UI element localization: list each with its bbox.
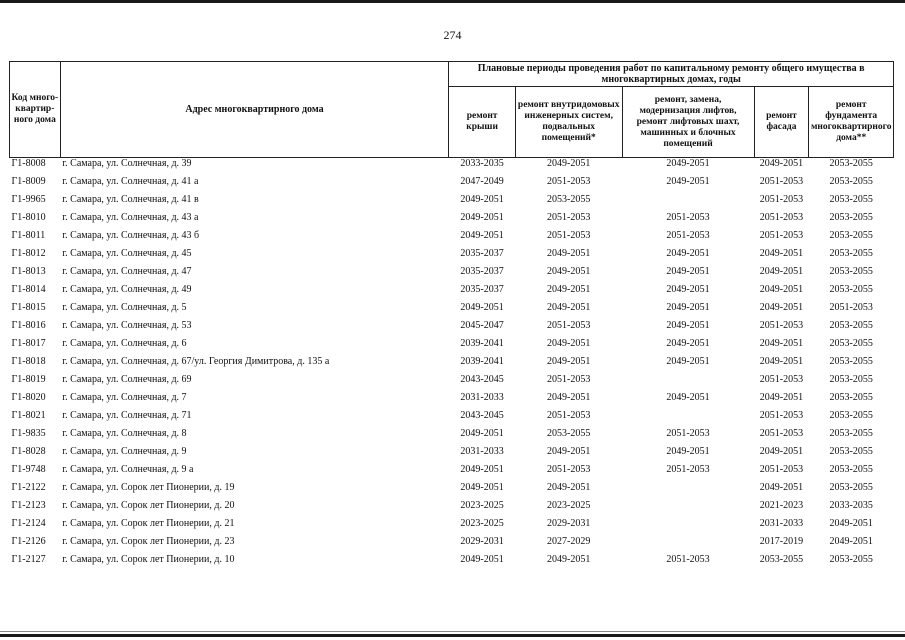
house-code-cell: Г1-8020 (11, 392, 46, 403)
systems-period-cell: 2023-2025 (547, 500, 591, 511)
lifts-period-cell (622, 500, 754, 518)
systems-period-cell: 2049-2051 (547, 266, 591, 277)
table-row (10, 410, 894, 428)
roof-period-cell: 2049-2051 (460, 302, 504, 313)
header-address: Адрес многоквартирного дома (60, 62, 449, 158)
table-row (10, 194, 894, 212)
table-row (10, 284, 894, 302)
header-lifts-repair: ремонт, замена, модернизация лифтов, ремонт лифтовых шахт, машинных и блочных помещений (622, 87, 754, 158)
roof-period-cell: 2033-2035 (449, 158, 516, 177)
address-cell: г. Самара, ул. Солнечная, д. 71 (62, 410, 192, 421)
roof-period-cell: 2049-2051 (460, 482, 504, 493)
lifts-period-cell: 2049-2051 (666, 356, 710, 367)
lifts-period-cell: 2049-2051 (666, 320, 710, 331)
facade-period-cell: 2051-2053 (759, 230, 804, 241)
header-engineering-systems-repair: ремонт внутридомовых инженерных систем, подвальных помещений* (515, 87, 622, 158)
foundation-period-cell: 2053-2055 (829, 176, 873, 187)
page-number: 274 (443, 28, 462, 42)
systems-period-cell: 2051-2053 (547, 176, 591, 187)
facade-period-cell: 2051-2053 (759, 464, 804, 475)
address-cell: г. Самара, ул. Солнечная, д. 45 (62, 248, 192, 259)
lifts-period-cell: 2049-2051 (622, 158, 754, 177)
address-cell: г. Самара, ул. Сорок лет Пионерии, д. 19 (62, 482, 235, 493)
address-cell: г. Самара, ул. Солнечная, д. 39 (60, 158, 449, 177)
facade-period-cell: 2051-2053 (759, 428, 804, 439)
lifts-period-cell (622, 518, 754, 536)
house-code-cell: Г1-2122 (11, 482, 46, 493)
lifts-period-cell (622, 194, 754, 212)
systems-period-cell: 2051-2053 (547, 212, 591, 223)
facade-period-cell: 2021-2023 (759, 500, 804, 511)
table-row (10, 500, 894, 518)
facade-period-cell: 2053-2055 (759, 554, 804, 565)
facade-period-cell: 2049-2051 (759, 482, 804, 493)
facade-period-cell: 2049-2051 (759, 248, 804, 259)
address-cell: г. Самара, ул. Солнечная, д. 41 в (62, 194, 199, 205)
table-row (10, 212, 894, 230)
facade-period-cell: 2051-2053 (759, 374, 804, 385)
table-row (10, 320, 894, 338)
address-cell: г. Самара, ул. Сорок лет Пионерии, д. 20 (62, 500, 235, 511)
systems-period-cell: 2029-2031 (547, 518, 591, 529)
table-row (10, 230, 894, 248)
house-code-cell: Г1-8011 (11, 230, 46, 241)
house-code-cell: Г1-8028 (11, 446, 46, 457)
roof-period-cell: 2035-2037 (460, 248, 504, 259)
facade-period-cell: 2017-2019 (759, 536, 804, 547)
systems-period-cell: 2049-2051 (547, 392, 591, 403)
lifts-period-cell (622, 482, 754, 500)
systems-period-cell: 2049-2051 (547, 446, 591, 457)
house-code-cell: Г1-9835 (11, 428, 46, 439)
roof-period-cell: 2045-2047 (460, 320, 504, 331)
foundation-period-cell: 2049-2051 (829, 536, 873, 547)
address-cell: г. Самара, ул. Солнечная, д. 47 (62, 266, 192, 277)
systems-period-cell: 2049-2051 (515, 158, 622, 177)
foundation-period-cell: 2053-2055 (829, 320, 873, 331)
foundation-period-cell: 2053-2055 (829, 446, 873, 457)
address-cell: г. Самара, ул. Солнечная, д. 9 а (62, 464, 194, 475)
table-row (10, 518, 894, 536)
facade-period-cell: 2051-2053 (759, 176, 804, 187)
lifts-period-cell: 2049-2051 (666, 266, 710, 277)
house-code-cell: Г1-2126 (11, 536, 46, 547)
house-code-cell: Г1-8015 (11, 302, 46, 313)
table-row (10, 446, 894, 464)
table-row (10, 158, 894, 177)
roof-period-cell: 2023-2025 (460, 518, 504, 529)
table-row (10, 482, 894, 500)
foundation-period-cell: 2053-2055 (829, 266, 873, 277)
house-code-cell: Г1-8017 (11, 338, 46, 349)
header-code: Код много-квартир-ного дома (10, 62, 61, 158)
lifts-period-cell: 2049-2051 (666, 392, 710, 403)
lifts-period-cell: 2051-2053 (666, 212, 710, 223)
foundation-period-cell: 2053-2055 (829, 356, 873, 367)
table-row (10, 464, 894, 482)
roof-period-cell: 2039-2041 (460, 356, 504, 367)
facade-period-cell: 2049-2051 (759, 284, 804, 295)
address-cell: г. Самара, ул. Сорок лет Пионерии, д. 23 (62, 536, 235, 547)
roof-period-cell: 2031-2033 (460, 446, 504, 457)
roof-period-cell: 2049-2051 (460, 212, 504, 223)
house-code-cell: Г1-9748 (11, 464, 46, 475)
top-border-line (0, 0, 905, 3)
systems-period-cell: 2051-2053 (547, 320, 591, 331)
table-row (10, 554, 894, 572)
systems-period-cell: 2027-2029 (547, 536, 591, 547)
house-code-cell: Г1-8019 (11, 374, 46, 385)
systems-period-cell: 2049-2051 (547, 302, 591, 313)
roof-period-cell: 2043-2045 (460, 374, 504, 385)
address-cell: г. Самара, ул. Солнечная, д. 67/ул. Георгия Димитрова, д. 135 а (62, 356, 330, 367)
house-code-cell: Г1-8008 (10, 158, 61, 177)
roof-period-cell: 2035-2037 (460, 284, 504, 295)
address-cell: г. Самара, ул. Солнечная, д. 9 (62, 446, 187, 457)
address-cell: г. Самара, ул. Солнечная, д. 43 а (62, 212, 199, 223)
address-cell: г. Самара, ул. Солнечная, д. 43 б (62, 230, 200, 241)
address-cell: г. Самара, ул. Солнечная, д. 7 (62, 392, 187, 403)
address-cell: г. Самара, ул. Солнечная, д. 8 (62, 428, 187, 439)
bottom-border-thin (0, 631, 905, 632)
facade-period-cell: 2049-2051 (754, 158, 809, 177)
table-row (10, 428, 894, 446)
house-code-cell: Г1-8010 (11, 212, 46, 223)
house-code-cell: Г1-8014 (11, 284, 46, 295)
foundation-period-cell: 2033-2035 (829, 500, 873, 511)
house-code-cell: Г1-8012 (11, 248, 46, 259)
lifts-period-cell (622, 536, 754, 554)
foundation-period-cell: 2053-2055 (829, 374, 873, 385)
facade-period-cell: 2051-2053 (759, 194, 804, 205)
header-roof-repair: ремонт крыши (449, 87, 516, 158)
lifts-period-cell: 2049-2051 (666, 248, 710, 259)
lifts-period-cell: 2049-2051 (666, 338, 710, 349)
roof-period-cell: 2049-2051 (460, 464, 504, 475)
foundation-period-cell: 2053-2055 (809, 158, 894, 177)
address-cell: г. Самара, ул. Солнечная, д. 49 (62, 284, 192, 295)
systems-period-cell: 2051-2053 (547, 374, 591, 385)
address-cell: г. Самара, ул. Солнечная, д. 41 а (62, 176, 199, 187)
foundation-period-cell: 2051-2053 (829, 302, 873, 313)
facade-period-cell: 2049-2051 (759, 446, 804, 457)
house-code-cell: Г1-8018 (11, 356, 46, 367)
house-code-cell: Г1-8021 (11, 410, 46, 421)
facade-period-cell: 2051-2053 (759, 410, 804, 421)
house-code-cell: Г1-8013 (11, 266, 46, 277)
lifts-period-cell: 2049-2051 (666, 302, 710, 313)
foundation-period-cell: 2053-2055 (829, 428, 873, 439)
facade-period-cell: 2049-2051 (759, 392, 804, 403)
address-cell: г. Самара, ул. Солнечная, д. 6 (62, 338, 187, 349)
house-code-cell: Г1-2124 (11, 518, 46, 529)
foundation-period-cell: 2053-2055 (829, 248, 873, 259)
lifts-period-cell: 2051-2053 (666, 230, 710, 241)
systems-period-cell: 2049-2051 (547, 482, 591, 493)
facade-period-cell: 2051-2053 (759, 320, 804, 331)
systems-period-cell: 2049-2051 (547, 248, 591, 259)
header-work-periods-group: Плановые периоды проведения работ по капитальному ремонту общего имущества в многоквартирных домах, годы (449, 62, 894, 87)
address-cell: г. Самара, ул. Солнечная, д. 5 (62, 302, 187, 313)
systems-period-cell: 2049-2051 (547, 284, 591, 295)
systems-period-cell: 2049-2051 (547, 338, 591, 349)
lifts-period-cell (622, 410, 754, 428)
facade-period-cell: 2051-2053 (759, 212, 804, 223)
address-cell: г. Самара, ул. Солнечная, д. 69 (62, 374, 192, 385)
foundation-period-cell: 2053-2055 (829, 392, 873, 403)
facade-period-cell: 2049-2051 (759, 338, 804, 349)
lifts-period-cell: 2051-2053 (666, 428, 710, 439)
address-cell: г. Самара, ул. Сорок лет Пионерии, д. 10 (62, 554, 235, 565)
roof-period-cell: 2039-2041 (460, 338, 504, 349)
capital-repair-table (9, 61, 894, 572)
systems-period-cell: 2053-2055 (547, 428, 591, 439)
bottom-border-line (0, 634, 905, 637)
lifts-period-cell: 2049-2051 (666, 284, 710, 295)
header-foundation-repair: ремонт фундамента многоквартирного дома** (809, 87, 894, 158)
table-row (10, 338, 894, 356)
table-row (10, 266, 894, 284)
lifts-period-cell: 2051-2053 (666, 554, 710, 565)
roof-period-cell: 2029-2031 (460, 536, 504, 547)
house-code-cell: Г1-8009 (11, 176, 46, 187)
table-row (10, 176, 894, 194)
systems-period-cell: 2051-2053 (547, 464, 591, 475)
roof-period-cell: 2047-2049 (460, 176, 504, 187)
foundation-period-cell: 2053-2055 (829, 464, 873, 475)
table-row (10, 356, 894, 374)
lifts-period-cell: 2051-2053 (666, 464, 710, 475)
house-code-cell: Г1-2123 (11, 500, 46, 511)
foundation-period-cell: 2053-2055 (829, 194, 873, 205)
roof-period-cell: 2023-2025 (460, 500, 504, 511)
house-code-cell: Г1-2127 (11, 554, 46, 565)
lifts-period-cell (622, 374, 754, 392)
table-row (10, 248, 894, 266)
house-code-cell: Г1-9965 (11, 194, 46, 205)
lifts-period-cell: 2049-2051 (666, 176, 710, 187)
roof-period-cell: 2031-2033 (460, 392, 504, 403)
foundation-period-cell: 2053-2055 (829, 230, 873, 241)
facade-period-cell: 2031-2033 (759, 518, 804, 529)
foundation-period-cell: 2053-2055 (829, 338, 873, 349)
table-row (10, 302, 894, 320)
facade-period-cell: 2049-2051 (759, 302, 804, 313)
roof-period-cell: 2049-2051 (460, 554, 504, 565)
foundation-period-cell: 2053-2055 (829, 482, 873, 493)
table-row (10, 392, 894, 410)
foundation-period-cell: 2053-2055 (829, 410, 873, 421)
roof-period-cell: 2049-2051 (460, 428, 504, 439)
table-row (10, 536, 894, 554)
foundation-period-cell: 2049-2051 (829, 518, 873, 529)
address-cell: г. Самара, ул. Солнечная, д. 53 (62, 320, 192, 331)
table-row (10, 374, 894, 392)
header-facade-repair: ремонт фасада (754, 87, 809, 158)
systems-period-cell: 2053-2055 (547, 194, 591, 205)
systems-period-cell: 2051-2053 (547, 230, 591, 241)
facade-period-cell: 2049-2051 (759, 356, 804, 367)
address-cell: г. Самара, ул. Сорок лет Пионерии, д. 21 (62, 518, 235, 529)
house-code-cell: Г1-8016 (11, 320, 46, 331)
roof-period-cell: 2035-2037 (460, 266, 504, 277)
lifts-period-cell: 2049-2051 (666, 446, 710, 457)
systems-period-cell: 2049-2051 (547, 356, 591, 367)
systems-period-cell: 2051-2053 (547, 410, 591, 421)
foundation-period-cell: 2053-2055 (829, 212, 873, 223)
facade-period-cell: 2049-2051 (759, 266, 804, 277)
foundation-period-cell: 2053-2055 (829, 554, 873, 565)
foundation-period-cell: 2053-2055 (829, 284, 873, 295)
roof-period-cell: 2043-2045 (460, 410, 504, 421)
systems-period-cell: 2049-2051 (547, 554, 591, 565)
roof-period-cell: 2049-2051 (460, 230, 504, 241)
table-body (10, 158, 894, 573)
roof-period-cell: 2049-2051 (460, 194, 504, 205)
